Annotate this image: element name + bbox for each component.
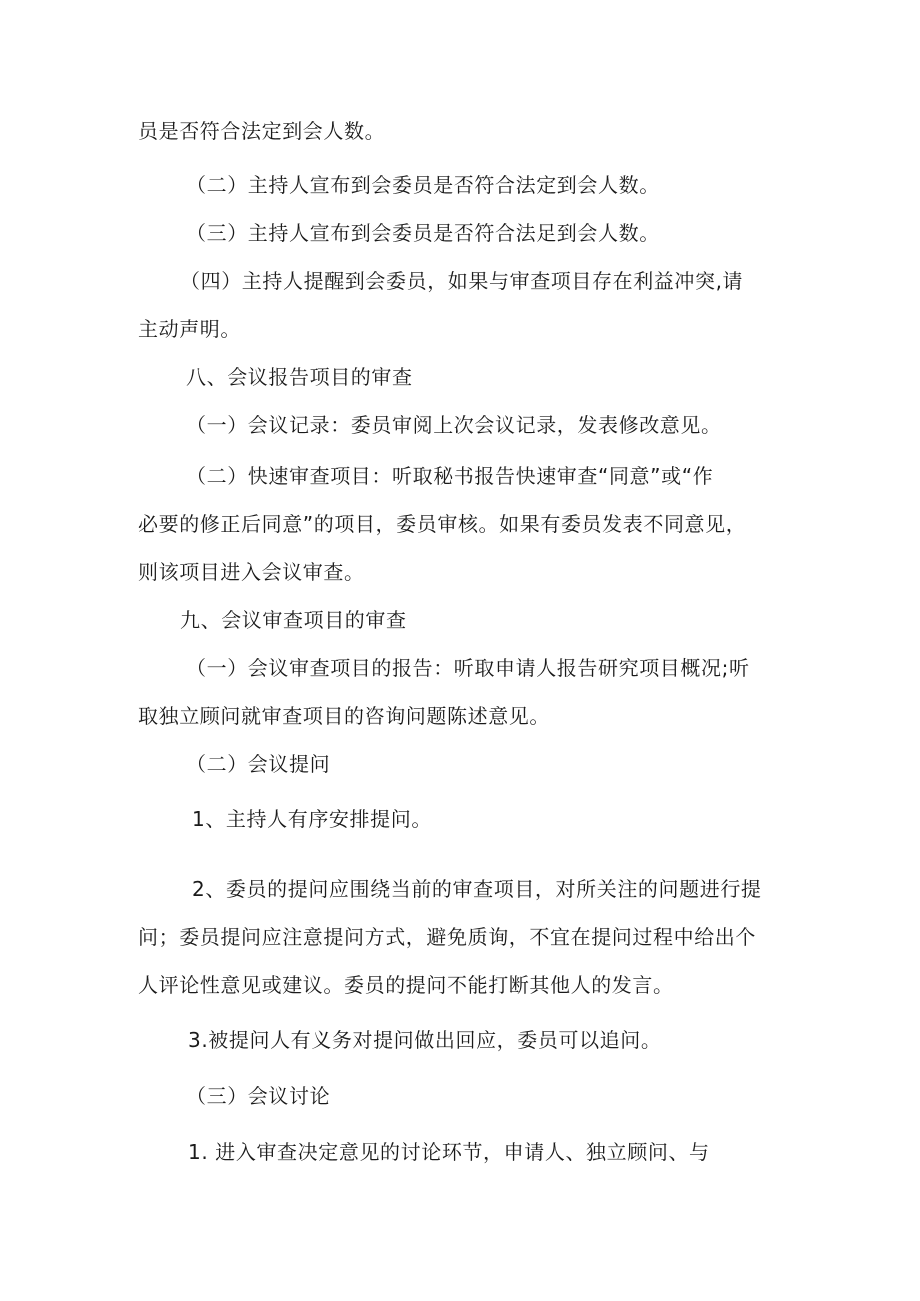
text-line: （一）会议记录：委员审阅上次会议记录，发表修改意见。 [186, 413, 722, 437]
text-line: 必要的修正后同意”的项目，委员审核。如果有委员发表不同意见， [138, 512, 747, 536]
section-heading: 九、会议审查项目的审查 [180, 608, 407, 632]
text-line: （二）主持人宣布到会委员是否符合法定到会人数。 [186, 173, 660, 197]
text-line: 则该项目进入会议审查。 [138, 560, 365, 584]
text-line: 问；委员提问应注意提问方式，避免质询，不宜在提问过程中给出个 [138, 925, 756, 949]
section-heading: 八、会议报告项目的审查 [186, 365, 413, 389]
text-line: 1、主持人有序安排提问。 [192, 807, 432, 831]
text-line: （二）快速审查项目：听取秘书报告快速审查“同意”或“作 [186, 464, 714, 488]
text-line: （二）会议提问 [186, 752, 331, 776]
text-line: 1. 进入审查决定意见的讨论环节，申请人、独立顾问、与 [188, 1140, 710, 1164]
text-line: 取独立顾问就审查项目的咨询问题陈述意见。 [138, 704, 550, 728]
text-line: 员是否符合法定到会人数。 [138, 119, 386, 143]
text-line: （三）主持人宣布到会委员是否符合法足到会人数。 [186, 221, 660, 245]
text-line: （四）主持人提醒到会委员，如果与审查项目存在利益冲突,请 [180, 269, 744, 293]
text-line: 人评论性意见或建议。委员的提问不能打断其他人的发言。 [138, 973, 674, 997]
text-line: 主动声明。 [138, 317, 241, 341]
text-line: （一）会议审查项目的报告：听取申请人报告研究项目概况;听 [186, 656, 750, 680]
text-line: 2、委员的提问应围绕当前的审查项目，对所关注的问题进行提 [192, 877, 762, 901]
text-line: （三）会议讨论 [186, 1084, 331, 1108]
text-line: 3.被提问人有义务对提问做出回应，委员可以追问。 [188, 1028, 662, 1052]
